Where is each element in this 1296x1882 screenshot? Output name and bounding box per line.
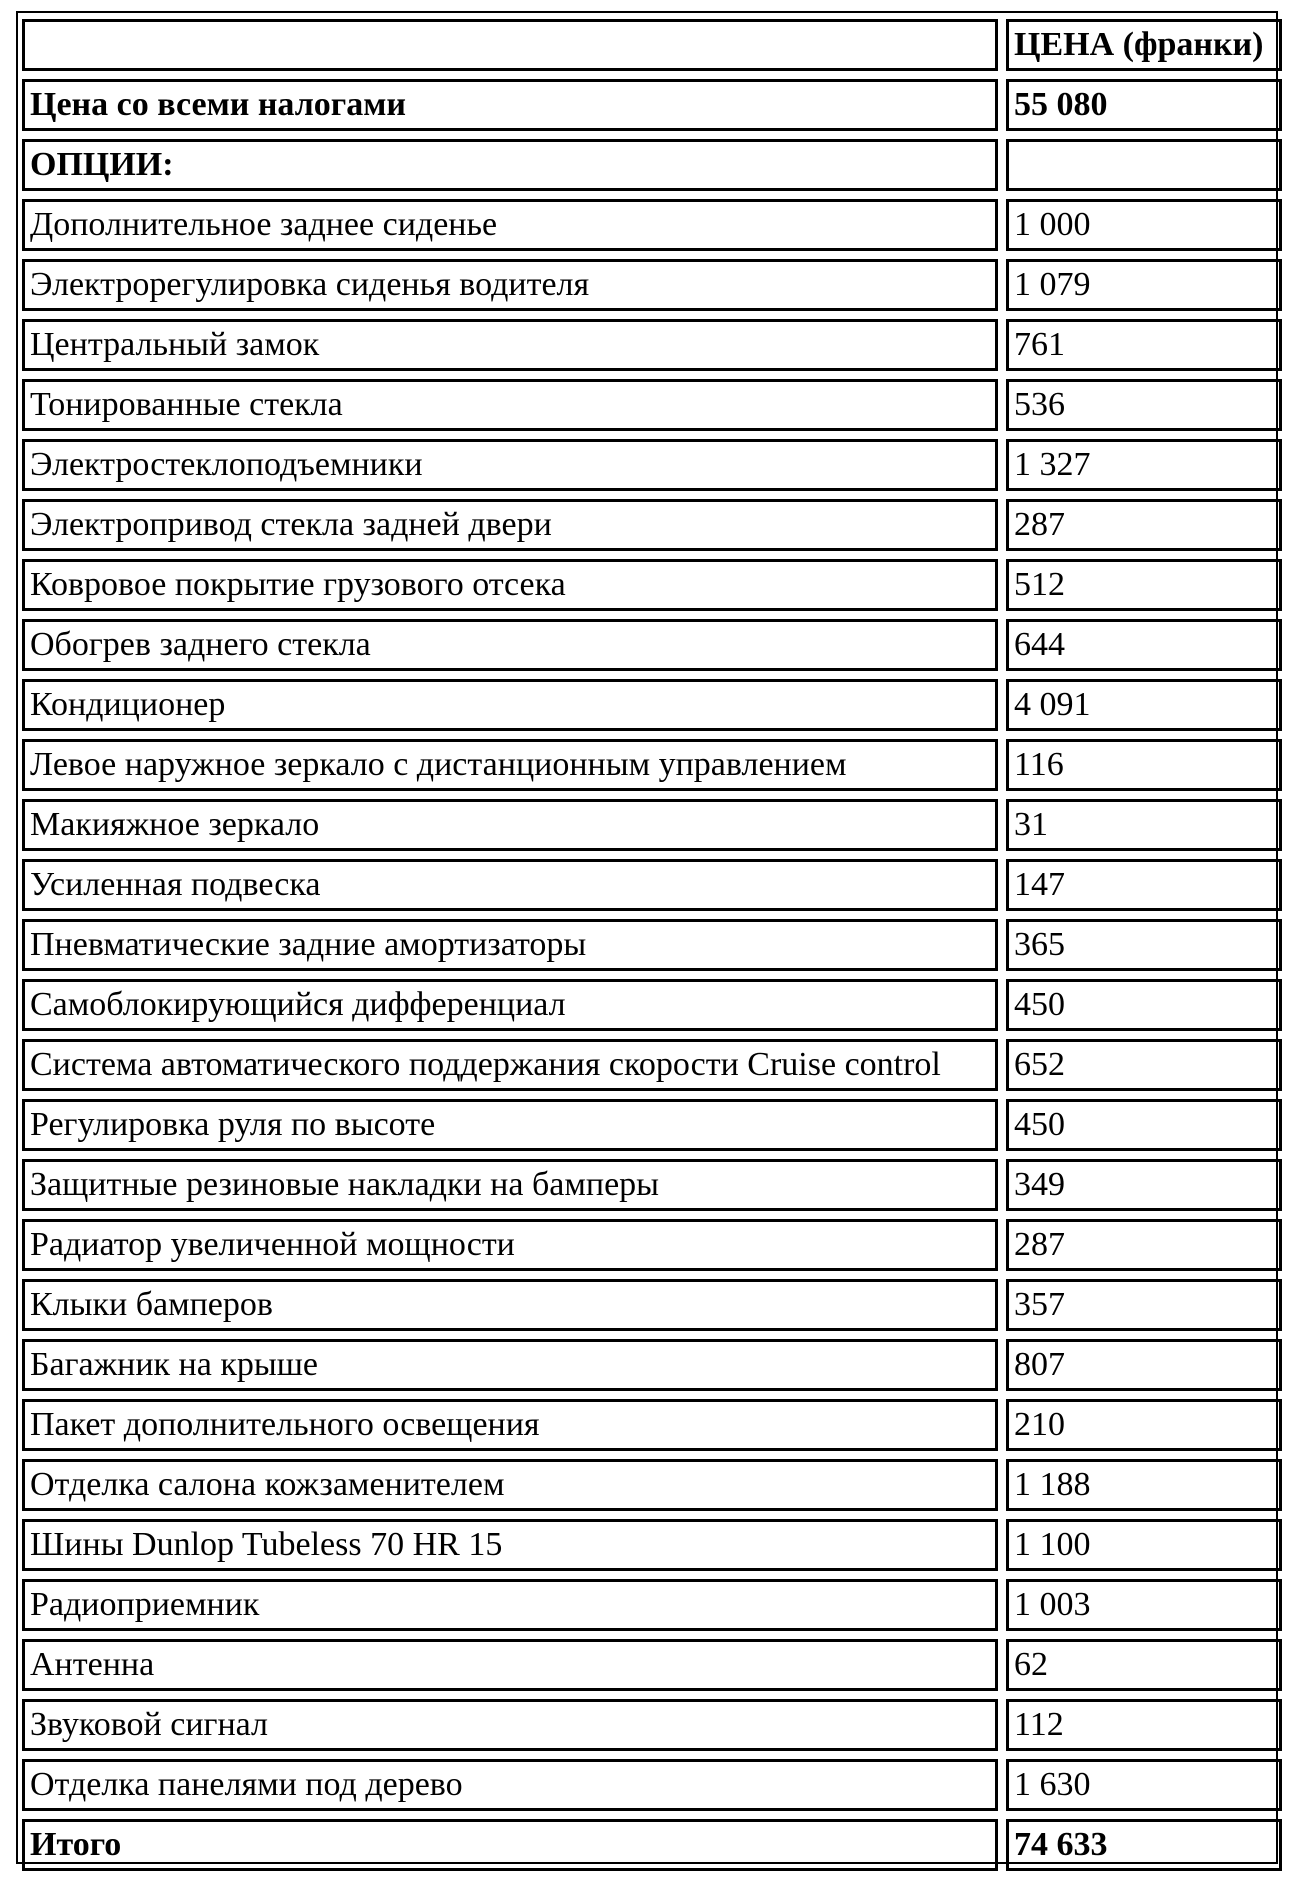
options-heading-price xyxy=(1006,139,1282,191)
option-price: 652 xyxy=(1006,1039,1282,1091)
table-row xyxy=(22,1759,1282,1811)
table-row xyxy=(22,1339,1282,1391)
option-label: Пневматические задние амортизаторы xyxy=(22,919,998,971)
table-row xyxy=(22,799,1282,851)
total-value: 74 633 xyxy=(1006,1819,1282,1871)
options-heading-row xyxy=(22,139,1282,191)
option-label: Усиленная подвеска xyxy=(22,859,998,911)
option-price: 147 xyxy=(1006,859,1282,911)
option-label: Макияжное зеркало xyxy=(22,799,998,851)
option-price: 287 xyxy=(1006,1219,1282,1271)
option-price: 450 xyxy=(1006,979,1282,1031)
option-price: 349 xyxy=(1006,1159,1282,1211)
option-label: Регулировка руля по высоте xyxy=(22,1099,998,1151)
option-label: Отделка панелями под дерево xyxy=(22,1759,998,1811)
option-price: 1 000 xyxy=(1006,199,1282,251)
base-price-value: 55 080 xyxy=(1006,79,1282,131)
option-price: 112 xyxy=(1006,1699,1282,1751)
option-label: Антенна xyxy=(22,1639,998,1691)
table-row xyxy=(22,979,1282,1031)
table-row xyxy=(22,379,1282,431)
option-label: Дополнительное заднее сиденье xyxy=(22,199,998,251)
option-price: 1 003 xyxy=(1006,1579,1282,1631)
table-row xyxy=(22,199,1282,251)
option-price: 365 xyxy=(1006,919,1282,971)
table-row xyxy=(22,679,1282,731)
table-row xyxy=(22,559,1282,611)
table-row xyxy=(22,319,1282,371)
option-label: Защитные резиновые накладки на бамперы xyxy=(22,1159,998,1211)
option-price: 62 xyxy=(1006,1639,1282,1691)
option-price: 1 079 xyxy=(1006,259,1282,311)
option-price: 807 xyxy=(1006,1339,1282,1391)
option-price: 210 xyxy=(1006,1399,1282,1451)
option-price: 4 091 xyxy=(1006,679,1282,731)
table-row xyxy=(22,1579,1282,1631)
option-label: Самоблокирующийся дифференциал xyxy=(22,979,998,1031)
option-label: Звуковой сигнал xyxy=(22,1699,998,1751)
price-table xyxy=(14,11,1290,1879)
table-row xyxy=(22,1519,1282,1571)
option-price: 1 630 xyxy=(1006,1759,1282,1811)
option-label: Электропривод стекла задней двери xyxy=(22,499,998,551)
table-header-row xyxy=(22,19,1282,71)
table-row xyxy=(22,439,1282,491)
option-label: Пакет дополнительного освещения xyxy=(22,1399,998,1451)
option-price: 644 xyxy=(1006,619,1282,671)
options-heading-label: ОПЦИИ: xyxy=(22,139,998,191)
total-row xyxy=(22,1819,1282,1871)
option-label: Тонированные стекла xyxy=(22,379,998,431)
table-row xyxy=(22,499,1282,551)
option-label: Шины Dunlop Tubeless 70 HR 15 xyxy=(22,1519,998,1571)
option-price: 357 xyxy=(1006,1279,1282,1331)
table-row xyxy=(22,1099,1282,1151)
header-price-cell: ЦЕНА (франки) xyxy=(1006,19,1282,71)
option-price: 31 xyxy=(1006,799,1282,851)
table-row xyxy=(22,919,1282,971)
option-price: 761 xyxy=(1006,319,1282,371)
total-label: Итого xyxy=(22,1819,998,1871)
option-label: Ковровое покрытие грузового отсека xyxy=(22,559,998,611)
option-label: Отделка салона кожзаменителем xyxy=(22,1459,998,1511)
option-label: Кондиционер xyxy=(22,679,998,731)
option-label: Система автоматического поддержания скорости Cruise control xyxy=(22,1039,998,1091)
option-price: 512 xyxy=(1006,559,1282,611)
option-price: 450 xyxy=(1006,1099,1282,1151)
table-row xyxy=(22,859,1282,911)
table-row xyxy=(22,1639,1282,1691)
table-row xyxy=(22,739,1282,791)
table-row xyxy=(22,259,1282,311)
option-price: 1 100 xyxy=(1006,1519,1282,1571)
option-label: Обогрев заднего стекла xyxy=(22,619,998,671)
option-price: 1 327 xyxy=(1006,439,1282,491)
table-row xyxy=(22,1399,1282,1451)
table-row xyxy=(22,1159,1282,1211)
option-price: 116 xyxy=(1006,739,1282,791)
table-row xyxy=(22,1459,1282,1511)
option-price: 287 xyxy=(1006,499,1282,551)
table-row xyxy=(22,1279,1282,1331)
base-price-label: Цена со всеми налогами xyxy=(22,79,998,131)
table-row xyxy=(22,1699,1282,1751)
option-label: Центральный замок xyxy=(22,319,998,371)
option-label: Радиоприемник xyxy=(22,1579,998,1631)
table-row xyxy=(22,1219,1282,1271)
table-row xyxy=(22,619,1282,671)
table-row xyxy=(22,1039,1282,1091)
option-label: Электростеклоподъемники xyxy=(22,439,998,491)
option-label: Левое наружное зеркало с дистанционным управлением xyxy=(22,739,998,791)
option-label: Радиатор увеличенной мощности xyxy=(22,1219,998,1271)
base-price-row xyxy=(22,79,1282,131)
option-label: Клыки бамперов xyxy=(22,1279,998,1331)
option-label: Электрорегулировка сиденья водителя xyxy=(22,259,998,311)
option-price: 1 188 xyxy=(1006,1459,1282,1511)
header-name-cell xyxy=(22,19,998,71)
document-page xyxy=(16,11,1278,1864)
option-price: 536 xyxy=(1006,379,1282,431)
option-label: Багажник на крыше xyxy=(22,1339,998,1391)
